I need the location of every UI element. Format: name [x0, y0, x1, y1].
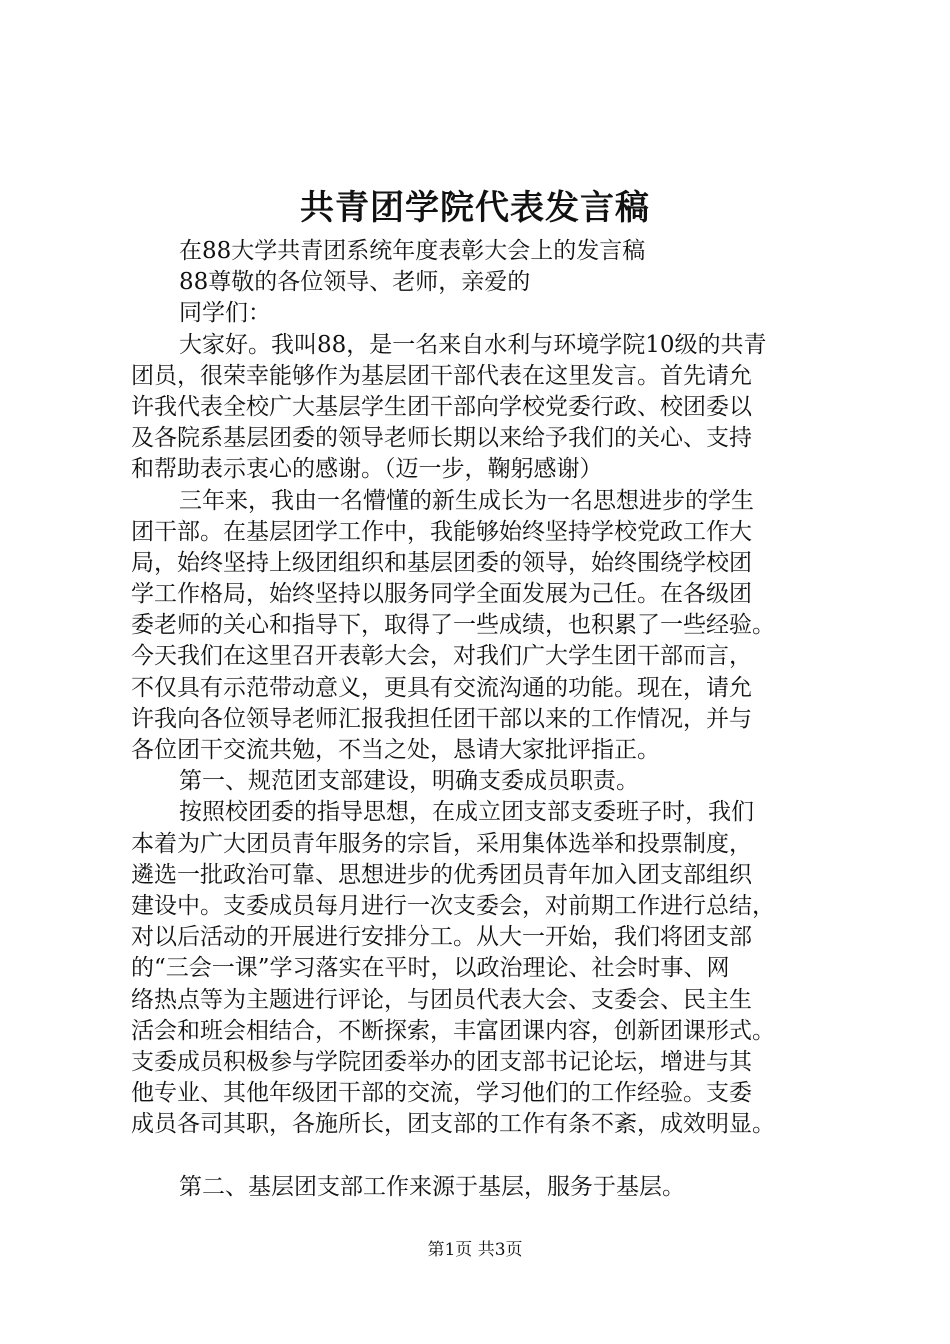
text-line: 络热点等为主题进行评论，与团员代表大会、支委会、民主生 — [131, 986, 752, 1013]
text-line: 遴选一批政治可靠、思想进步的优秀团员青年加入团支部组织 — [131, 861, 752, 888]
text-line: 同学们： — [179, 300, 271, 327]
text-line: 和帮助表示衷心的感谢。（迈一步，鞠躬感谢） — [131, 456, 603, 483]
paragraph-gap — [131, 1140, 855, 1171]
text-line: 大家好。我叫88，是一名来自水利与环境学院10级的共青 — [179, 331, 767, 358]
text-line: 支委成员积极参与学院团委举办的团支部书记论坛，增进与其 — [131, 1048, 752, 1075]
text-line: 对以后活动的开展进行安排分工。从大一开始，我们将团支部 — [131, 924, 752, 951]
page-footer: 第1页 共3页 — [427, 1240, 523, 1260]
text-line: 的“三会一课”学习落实在平时，以政治理论、社会时事、网 — [131, 955, 730, 982]
text-line: 他专业、其他年级团干部的交流，学习他们的工作经验。支委 — [131, 1080, 752, 1107]
text-line: 团干部。在基层团学工作中，我能够始终坚持学校党政工作大 — [131, 518, 752, 545]
text-line: 今天我们在这里召开表彰大会，对我们广大学生团干部而言， — [131, 643, 752, 670]
text-line: 许我代表全校广大基层学生团干部向学校党委行政、校团委以 — [131, 393, 752, 420]
text-line: 88尊敬的各位领导、老师，亲爱的 — [179, 269, 531, 296]
document-body — [131, 236, 855, 1203]
document-title: 共青团学院代表发言稿 — [300, 188, 650, 228]
text-line: 各位团干交流共勉，不当之处，恳请大家批评指正。 — [131, 737, 660, 763]
text-line: 活会和班会相结合，不断探索，丰富团课内容，创新团课形式。 — [131, 1017, 775, 1044]
text-line: 局，始终坚持上级团组织和基层团委的领导，始终围绕学校团 — [131, 549, 752, 576]
text-line: 及各院系基层团委的领导老师长期以来给予我们的关心、支持 — [131, 425, 752, 452]
text-line: 委老师的关心和指导下，取得了一些成绩，也积累了一些经验。 — [131, 612, 775, 639]
text-line: 成员各司其职，各施所长，团支部的工作有条不紊，成效明显。 — [131, 1111, 775, 1138]
section-heading: 第一、规范团支部建设，明确支委成员职责。 — [179, 768, 639, 795]
text-line: 许我向各位领导老师汇报我担任团干部以来的工作情况，并与 — [131, 705, 752, 732]
text-line: 建设中。支委成员每月进行一次支委会，对前期工作进行总结， — [131, 892, 775, 919]
text-line: 团员，很荣幸能够作为基层团干部代表在这里发言。首先请允 — [131, 362, 752, 389]
text-line: 本着为广大团员青年服务的宗旨，采用集体选举和投票制度， — [131, 830, 752, 857]
text-line: 在88大学共青团系统年度表彰大会上的发言稿 — [179, 238, 646, 264]
text-line: 三年来，我由一名懵懂的新生成长为一名思想进步的学生 — [179, 487, 754, 514]
section-heading: 第二、基层团支部工作来源于基层，服务于基层。 — [179, 1173, 685, 1200]
text-line: 按照校团委的指导思想，在成立团支部支委班子时，我们 — [179, 799, 754, 826]
text-line: 不仅具有示范带动意义，更具有交流沟通的功能。现在，请允 — [131, 674, 752, 701]
text-line: 学工作格局，始终坚持以服务同学全面发展为己任。在各级团 — [131, 581, 752, 608]
